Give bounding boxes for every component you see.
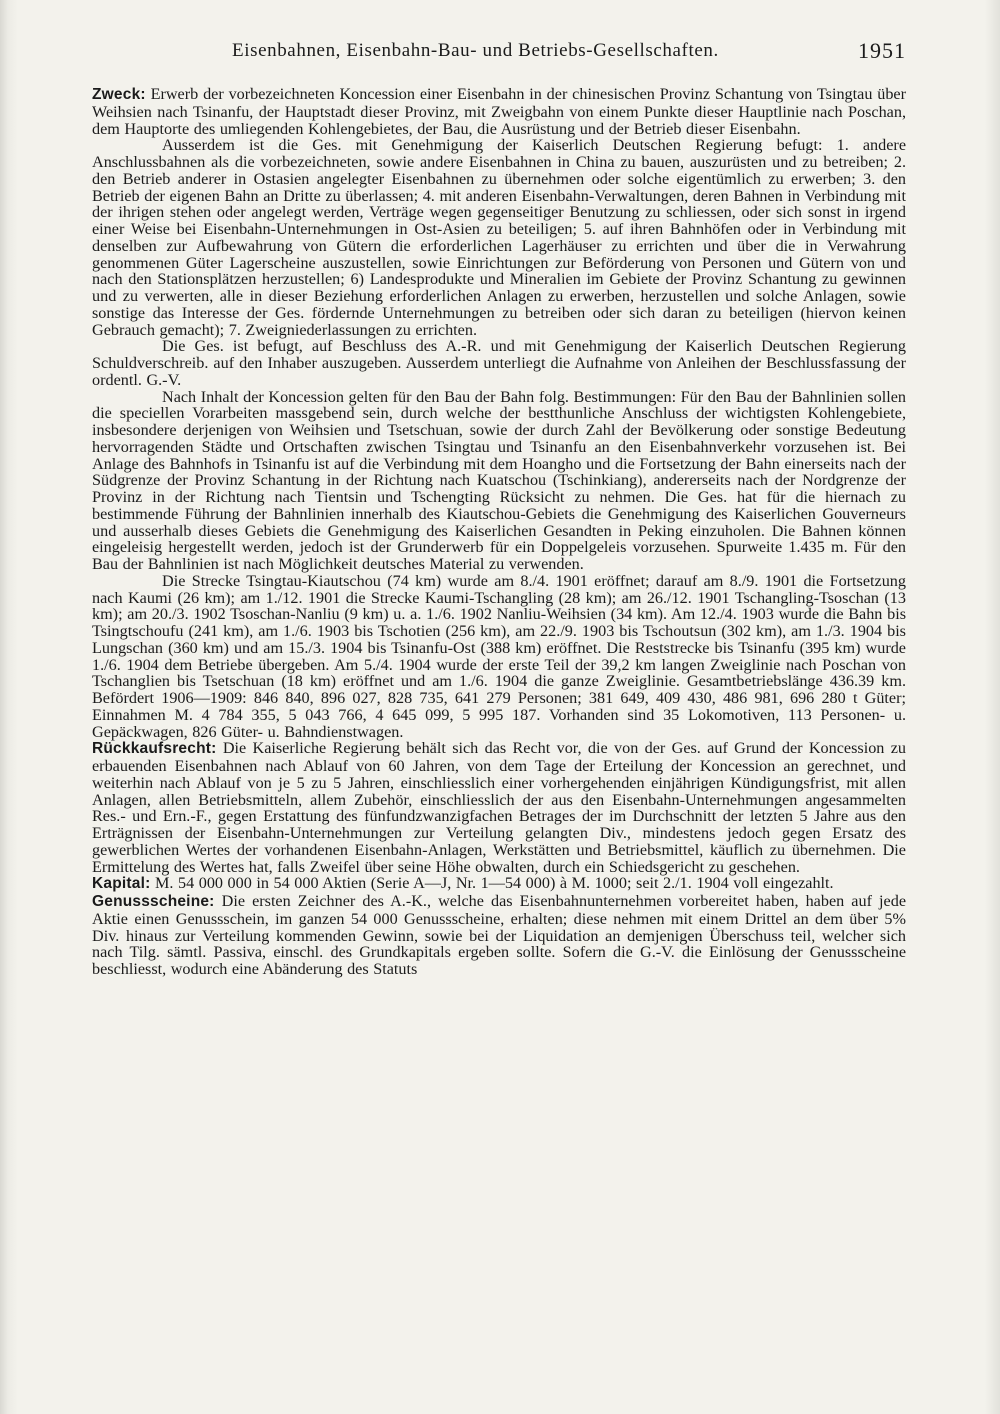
zweck-text-1: Erwerb der vorbezeichneten Koncession einer Eisenbahn in der chinesischen Provinz Schantung von Tsingtau über Weihsien nach Tsinanfu, der Hauptstadt dieser Provinz, mit Zweigbahn von einem Punkte dieser Hauptlinie nach Poschan, dem Hauptorte des umliegenden Kohlengebietes, der Bau, die Ausrüstung und der Betrieb dieser Eisenbahn. — [92, 85, 907, 138]
section-zweck — [92, 86, 906, 740]
genuss-text: Die ersten Zeichner des A.-K., welche das Eisenbahnunternehmen vorbereitet haben, haben auf jede Aktie einen Genussschein, im ganzen 54 000 Genussscheine, erhalten; diese nehmen mit einem Drittel an dem über 5% Div. hinaus zur Verteilung kommenden Gewinn, sowie bei der Liquidation an demjenigen Überschuss teil, welcher sich nach Tilg. sämtl. Passiva, einschl. des Grundkapitals ergeben sollte. Sofern die G.-V. die Einlösung der Genussscheine beschliesst, wodurch eine Abänderung des Statuts — [92, 892, 907, 978]
zweck-heading: Zweck: — [92, 86, 146, 103]
genuss-paragraph — [92, 893, 906, 978]
page-body — [92, 86, 906, 978]
zweck-paragraph-4: Nach Inhalt der Koncession gelten für den Bau der Bahn folg. Bestimmungen: Für den Bau der Bahnlinien sollen die speciellen Vorarbeiten massgebend sein, durch welche der bestthunliche Anschluss der wichtigsten Kohlengebiete, insbesondere derjenigen von Weihsien und Tsetschuan, sowie der durch Zahl der Bevölkerung oder sonstige Bedeutung hervorragenden Städte und Ortschaften zwischen Tsingtau und Tsinanfu an den Eisenbahnverkehr vorzusehen ist. Bei Anlage des Bahnhofs in Tsinanfu ist auf die Verbindung mit dem Hoangho und die Fortsetzung der Bahn einerseits nach der Südgrenze der Provinz Schantung in der Richtung nach Kuatschou (Tschinkiang), andererseits nach der Nordgrenze der Provinz in der Richtung nach Tientsin und Tschengting Rücksicht zu nehmen. Die Ges. hat für die hiernach zu bestimmende Führung der Bahnlinien innerhalb des Kiautschou-Gebiets die Genehmigung des Kaiserlichen Gouverneurs und ausserhalb dieses Gebiets die Genehmigung des Kaiserlichen Gesandten in Peking einzuholen. Die Bahnen können eingeleisig hergestellt werden, jedoch ist der Grunderwerb für ein Doppelgeleis vorzusehen. Spurweite 1.435 m. Für den Bau der Bahnlinien ist nach Möglichkeit deutsches Material zu verwenden. — [92, 387, 906, 573]
rueckkauf-paragraph — [92, 740, 906, 875]
section-rueckkaufsrecht — [92, 740, 906, 875]
rueckkauf-text: Die Kaiserliche Regierung behält sich das Recht vor, die von der Ges. auf Grund der Koncession zu erbauenden Eisenbahnen nach Ablauf von 60 Jahren, von dem Tage der Erteilung der Koncession an gerechnet, und weiterhin nach Ablauf von je 5 zu 5 Jahren, einschliesslich einer vorhergehenden einjährigen Kündigungsfrist, mit allen Anlagen, allen Betriebsmitteln, allem Zubehör, einschliesslich der aus den Eisenbahn-Unternehmungen angesammelten Res.- und Ern.-F., gegen Erstattung des fünfundzwanzigfachen Betrages der im Durchschnitt der letzten 5 Jahre aus den Erträgnissen der Eisenbahn-Unternehmungen zur Verteilung gelangten Div., mindestens jedoch gegen Ersatz des gewerblichen Wertes der vorhandenen Eisenbahn-Anlagen, Werkstätten und Betriebsmittel, käuflich zu übernehmen. Die Ermittelung des Wertes hat, falls Zweifel über seine Höhe obwalten, durch ein Schiedsgericht zu geschehen. — [92, 739, 907, 876]
kapital-text: M. 54 000 000 in 54 000 Aktien (Serie A—J, Nr. 1—54 000) à M. 1000; seit 2./1. 1904 voll eingezahlt. — [155, 874, 834, 893]
section-kapital — [92, 875, 906, 893]
running-header — [92, 40, 906, 70]
kapital-heading: Kapital: — [92, 875, 151, 893]
kapital-paragraph — [92, 875, 906, 893]
page-number: 1951 — [858, 38, 906, 63]
zweck-paragraph-5: Die Strecke Tsingtau-Kiautschou (74 km) wurde am 8./4. 1901 eröffnet; darauf am 8./9. 1901 die Fortsetzung nach Kaumi (26 km); am 1./12. 1901 die Strecke Kaumi-Tschangling (28 km); am 26./12. 1901 Tschangling-Tsoschan (13 km); am 20./3. 1902 Tsoschan-Nanliu (9 km) u. a. 1./6. 1902 Nanliu-Weihsien (34 km). Am 12./4. 1903 wurde die Bahn bis Tsingtschoufu (241 km), am 1./6. 1903 bis Tschotien (256 km), am 22./9. 1903 bis Tschoutsun (302 km), am 1./3. 1904 bis Lungschan (360 km) und am 15./3. 1904 bis Tsinanfu-Ost (388 km) eröffnet. Die Reststrecke bis Tsinanfu (395 km) wurde 1./6. 1904 dem Betriebe übergeben. Am 5./4. 1904 wurde der erste Teil der 39,2 km langen Zweiglinie nach Poschan von Tschanglien bis Tsetschuan (18 km) eröffnet und am 1./6. 1904 die ganze Zweiglinie. Gesamtbetriebslänge 436.39 km. Befördert 1906—1909: 846 840, 896 027, 828 735, 641 279 Personen; 381 649, 409 430, 486 981, 696 280 t Güter; Einnahmen M. 4 784 355, 5 043 766, 4 645 099, 5 995 187. Vorhanden sind 35 Lokomotiven, 113 Personen- u. Gepäckwagen, 826 Güter- u. Bahndienstwagen. — [92, 571, 906, 741]
running-title: Eisenbahnen, Eisenbahn-Bau- und Betriebs-Gesellschaften. — [232, 40, 719, 61]
zweck-paragraph-1 — [92, 86, 906, 137]
genuss-heading: Genussscheine: — [92, 893, 215, 910]
zweck-paragraph-3: Die Ges. ist befugt, auf Beschluss des A.-R. und mit Genehmigung der Kaiserlich Deutschen Regierung Schuldverschreib. auf den Inhaber auszugeben. Ausserdem unterliegt die Aufnahme von Anleihen der Beschlussfassung der ordentl. G.-V. — [92, 337, 906, 389]
zweck-paragraph-2: Ausserdem ist die Ges. mit Genehmigung der Kaiserlich Deutschen Regierung befugt: 1. andere Anschlussbahnen als die vorbezeichneten, sowie andere Eisenbahnen in China zu bauen, auszurüsten und zu betreiben; 2. den Betrieb anderer in Ostasien angelegter Eisenbahnen zu übernehmen oder solche eigentümlich zu erwerben; 3. den Betrieb der eigenen Bahn an Dritte zu überlassen; 4. mit anderen Eisenbahn-Verwaltungen, deren Bahnen in Verbindung mit der ihrigen stehen oder angelegt werden, Verträge wegen gegenseitiger Benutzung zu schliessen, oder sich sonst in irgend einer Weise bei Eisenbahn-Unternehmungen in Ost-Asien zu beteiligen; 5. auf ihren Bahnhöfen oder in Verbindung mit denselben zur Aufbewahrung von Gütern die erforderlichen Lagerhäuser zu errichten und über die in Verwahrung genommenen Güter Lagerscheine auszustellen, sowie Einrichtungen zur Beförderung von Personen und Gütern von und nach den Stationsplätzen herzustellen; 6) Landesprodukte und Mineralien im Gebiete der Provinz Schantung zu gewinnen und zu verwerten, alle in dieser Beziehung erforderlichen Anlagen zu erwerben, herzustellen und solche Anlagen, sowie sonstige das Interesse der Ges. fördernde Unternehmungen zu betreiben oder sich daran zu beteiligen (hiervon keinen Gebrauch gemacht); 7. Zweigniederlassungen zu errichten. — [92, 136, 906, 339]
rueckkauf-heading: Rückkaufsrecht: — [92, 740, 217, 758]
section-genussscheine — [92, 893, 906, 978]
